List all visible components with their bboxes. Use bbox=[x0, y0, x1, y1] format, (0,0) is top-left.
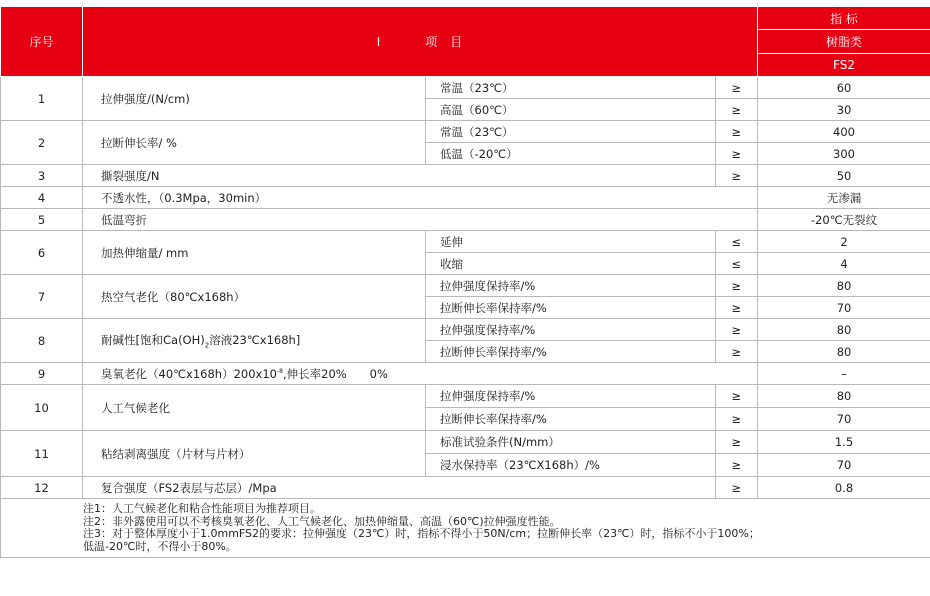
table-row: 4 不透水性，（0.3Mpa，30min） 无渗漏 bbox=[1, 187, 930, 209]
header-type: 树脂类 bbox=[758, 30, 930, 54]
header-row bbox=[1, 7, 930, 30]
note-3: 注3：对于整体厚度小于1.0mmFS2的要求：拉伸强度（23℃）时，指标不得小于50N/cm；拉断伸长率（23℃）时，指标不小于100%； bbox=[83, 527, 760, 540]
table-row: 收缩 ≤ 4 bbox=[1, 253, 930, 275]
table-row: 6 加热伸缩量/ mm 延伸 ≤ 2 bbox=[1, 231, 930, 253]
table-row: 7 热空气老化（80℃x168h） 拉伸强度保持率/% ≥ 80 bbox=[1, 275, 930, 297]
header-item: I 项 目 bbox=[83, 7, 758, 77]
table-row: 3 撕裂强度/N ≥ 50 bbox=[1, 165, 930, 187]
table-row: 8 耐碱性[饱和$Ca(OH)_2$溶液23℃x168h] 拉伸强度保持率/% ≥ 80 bbox=[1, 319, 930, 341]
table-row: 1 拉伸强度/(N/cm) 常温（23℃） ≥ 60 bbox=[1, 77, 930, 99]
header-grade: FS2 bbox=[758, 54, 930, 77]
table-row: 拉断伸长率保持率/% ≥ 70 bbox=[1, 297, 930, 319]
table-row: 10 人工气候老化 拉伸强度保持率/% ≥ 80 bbox=[1, 385, 930, 408]
table-row: 拉断伸长率保持率/% ≥ 70 bbox=[1, 408, 930, 431]
notes-row bbox=[1, 499, 930, 558]
table-row: 高温（60℃） ≥ 30 bbox=[1, 99, 930, 121]
table-row: 浸水保持率（23℃X168h）/% ≥ 70 bbox=[1, 454, 930, 477]
note-2: 注2：非外露使用可以不考核臭氧老化、人工气候老化、加热伸缩量、高温（60℃)拉伸强度性能。 bbox=[83, 514, 561, 528]
note-3-cont: 低温-20℃时，不得小于80%。 bbox=[83, 539, 237, 553]
table-row: 12 复合强度（FS2表层与芯层）/Mpa ≥ 0.8 bbox=[1, 477, 930, 499]
header-index: 指 标 bbox=[758, 7, 930, 30]
table-row: 5 低温弯折 -20℃无裂纹 bbox=[1, 209, 930, 231]
spec-table bbox=[0, 6, 930, 558]
table-row: 9 臭氧老化$(40℃x168h)200x10^{-8}$,伸长率20% 0% – bbox=[1, 363, 930, 385]
table-row: 11 粘结剥离强度（片材与片材） 标准试验条件(N/mm） ≥ 1.5 bbox=[1, 431, 930, 454]
table-row: 2 拉断伸长率/ % 常温（23℃） ≥ 400 bbox=[1, 121, 930, 143]
table-row: 低温（-20℃） ≥ 300 bbox=[1, 143, 930, 165]
header-seq: 序号 bbox=[1, 7, 83, 77]
table-row: 拉断伸长率保持率/% ≥ 80 bbox=[1, 341, 930, 363]
notes bbox=[1, 499, 930, 558]
note-1: 注1：人工气候老化和粘合性能项目为推荐项目。 bbox=[83, 502, 321, 515]
